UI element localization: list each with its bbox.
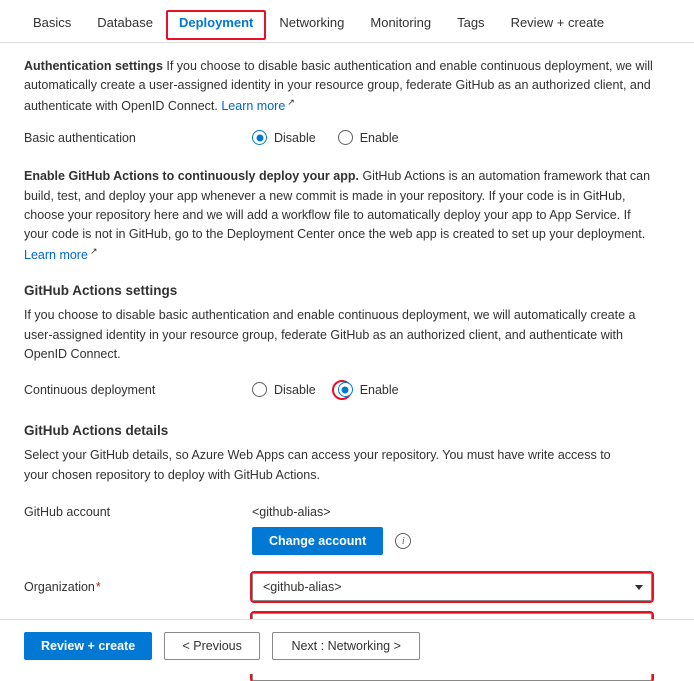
info-icon[interactable]: i (395, 533, 411, 549)
github-actions-details-description: Select your GitHub details, so Azure Web Apps can access your repository. You must have write access to your chosen repository to deploy with GitHub Actions. (24, 448, 611, 482)
next-networking-button[interactable]: Next : Networking > (272, 632, 420, 660)
radio-indicator[interactable] (252, 382, 267, 397)
deployment-pane (0, 43, 694, 681)
external-link-icon: ↗ (287, 96, 295, 107)
continuous-deployment-enable-option[interactable] (338, 382, 399, 397)
previous-button[interactable]: < Previous (164, 632, 260, 660)
tab-label: Review + create (510, 15, 605, 30)
organization-row (24, 573, 674, 601)
github-actions-intro-heading: Enable GitHub Actions to continuously deploy your app. (24, 169, 359, 184)
github-actions-settings-description: If you choose to disable basic authentication and enable continuous deployment, we will automatically create a user-assigned identity in your resource group, federate GitHub as an authorized client, and authenticate with OpenID Connect. (24, 308, 636, 362)
authentication-settings-paragraph (24, 57, 654, 116)
basic-auth-enable-option[interactable] (338, 130, 399, 145)
organization-dropdown-value: <github-alias> (263, 580, 342, 595)
radio-indicator[interactable] (338, 130, 353, 145)
organization-label (24, 580, 252, 594)
tab-review-create[interactable] (498, 10, 618, 40)
tab-label: Database (97, 15, 153, 30)
continuous-deployment-radio-group (252, 382, 399, 397)
tab-label: Basics (33, 15, 72, 30)
actions-learn-more-link[interactable]: Learn more (24, 247, 88, 262)
basic-authentication-radio-group (252, 130, 399, 145)
radio-indicator[interactable] (338, 382, 353, 397)
wizard-tabs (0, 0, 694, 43)
radio-label: Disable (274, 382, 316, 397)
tab-label: Tags (457, 15, 485, 30)
radio-label: Enable (359, 382, 399, 397)
tab-deployment[interactable] (166, 10, 266, 40)
review-create-button[interactable]: Review + create (24, 632, 152, 660)
continuous-deployment-row (24, 382, 674, 397)
radio-label: Disable (274, 130, 316, 145)
change-account-row (24, 527, 674, 555)
tab-label: Networking (279, 15, 345, 30)
github-account-label: GitHub account (24, 505, 111, 520)
tab-label: Deployment (178, 15, 254, 30)
radio-label: Enable (359, 130, 399, 145)
authentication-settings-heading: Authentication settings (24, 59, 163, 73)
tab-networking[interactable] (266, 10, 357, 40)
chevron-down-icon (635, 585, 643, 590)
authentication-settings-description: If you choose to disable basic authentication and enable continuous deployment, we will automatically create a user-assigned identity in your resource group, federate GitHub as an authorized client, and authenticate with OpenID Connect. (24, 59, 653, 113)
continuous-deployment-label: Continuous deployment (24, 382, 156, 397)
tab-monitoring[interactable] (357, 10, 444, 40)
github-account-value: <github-alias> (252, 505, 331, 520)
basic-authentication-row (24, 130, 674, 145)
github-actions-details-title: GitHub Actions details (24, 423, 169, 439)
radio-indicator[interactable] (252, 130, 267, 145)
github-account-row (24, 505, 674, 519)
github-actions-intro-description: GitHub Actions is an automation framework that can build, test, and deploy your app whenever a new commit is made in your repository. If your code is in GitHub, choose your repository here and we will add a workflow file to automatically deploy your app to App Service. If your code is not in GitHub, go to the Deployment Center once the web app is created to set up your deployment. (24, 169, 651, 242)
tab-basics[interactable] (20, 10, 84, 40)
organization-label-text: Organization (24, 580, 95, 595)
auth-learn-more-link[interactable]: Learn more (221, 98, 286, 113)
basic-auth-disable-option[interactable] (252, 130, 316, 145)
continuous-deployment-disable-option[interactable] (252, 382, 316, 397)
tab-label: Monitoring (370, 15, 432, 30)
github-actions-intro-paragraph (24, 167, 654, 265)
github-actions-settings-title: GitHub Actions settings (24, 283, 178, 299)
change-account-button[interactable]: Change account (252, 527, 383, 555)
required-marker: * (95, 580, 101, 595)
basic-authentication-label: Basic authentication (24, 130, 136, 145)
external-link-icon: ↗ (89, 245, 98, 256)
wizard-footer (0, 619, 694, 674)
tab-tags[interactable] (444, 10, 497, 40)
tab-database[interactable] (84, 10, 166, 40)
organization-dropdown[interactable] (252, 573, 652, 601)
